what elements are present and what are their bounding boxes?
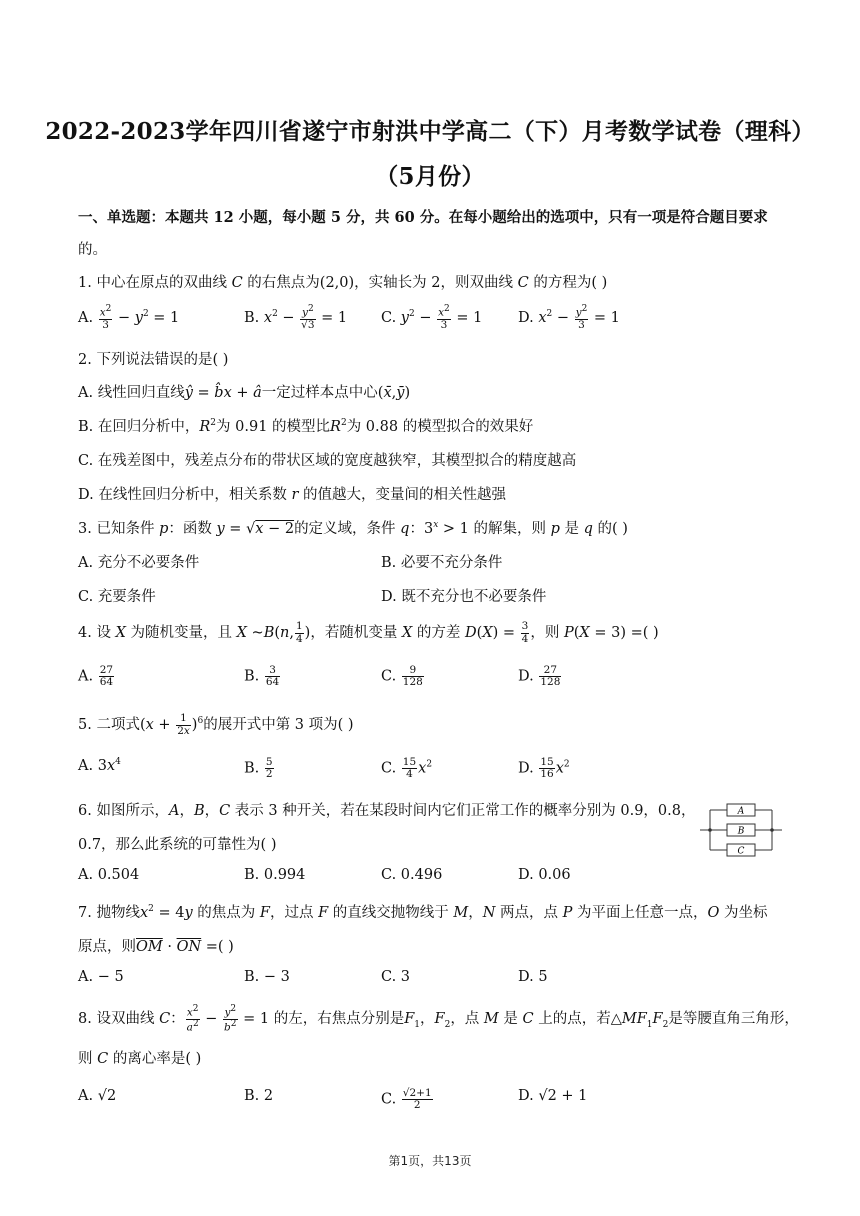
q5-option-c: C. $\frac{15}{4}$ $x^2$ bbox=[381, 756, 433, 781]
switch-b-label: B bbox=[737, 826, 745, 837]
q7-stem-line1: 7. 抛物线$x^2 = 4y$ 的焦点为 F，过点 F 的直线交抛物线于 M，N 两点，点 P 为平面上任意一点，O 为坐标 bbox=[78, 904, 768, 921]
q8-stem-line1: 8. 设双曲线 C： $\frac{x^2}{a^2}$ − $\frac{y^2}{b^2}$ = 1 的左，右焦点分别是$F_1$，$F_2$，点 M 是 C 上的点，若$\triangle MF_1F_2$是等腰直角三角形， bbox=[78, 1004, 799, 1034]
q6-option-b: B. 0.994 bbox=[244, 867, 306, 883]
q5-option-a: A. $3x^4$ bbox=[78, 757, 121, 774]
q3-option-a: A. 充分不必要条件 bbox=[78, 555, 200, 571]
q7-option-a: A. − 5 bbox=[78, 969, 124, 985]
section-heading: 一、单选题：本题共 12 小题，每小题 5 分，共 60 分。在每小题给出的选项中，只有一项是符合题目要求 bbox=[78, 209, 768, 226]
q7-stem-line2: 原点，则$\overline{OM} \cdot \overline{ON}$ =( ) bbox=[78, 939, 234, 955]
q4-option-b: B. $\frac{3}{64}$ bbox=[244, 664, 280, 689]
q7-option-c: C. 3 bbox=[381, 969, 411, 985]
q8-stem-line2: 则 C 的离心率是( ) bbox=[78, 1051, 202, 1067]
section-heading-cont: 的。 bbox=[78, 242, 107, 258]
q5-option-b: B. $\frac{5}{2}$ bbox=[244, 756, 273, 781]
doc-title-line2: （5月份） bbox=[375, 163, 485, 190]
q3-stem: 3. 已知条件 p：函数 y = √x − 2的定义域，条件 q：$3^x > 1$ 的解集，则 p 是 q 的( ) bbox=[78, 520, 628, 537]
q7-option-d: D. 5 bbox=[518, 969, 548, 985]
q6-option-d: D. 0.06 bbox=[518, 867, 571, 883]
q6-stem-line1: 6. 如图所示，A，B，C 表示 3 种开关，若在某段时间内它们正常工作的概率分别为 0.9，0.8， bbox=[78, 803, 696, 819]
switch-a-label: A bbox=[737, 806, 745, 817]
q7-option-b: B. − 3 bbox=[244, 969, 290, 985]
q3-option-d: D. 既不充分也不必要条件 bbox=[381, 589, 547, 605]
q4-option-c: C. $\frac{9}{128}$ bbox=[381, 664, 423, 689]
q2-option-a: A. 线性回归直线ŷ = b̂x + â一定过样本点中心(x̄,ȳ) bbox=[78, 385, 411, 401]
q1-option-b: B. $x^2$ − $\frac{y^2}{√3}$ = 1 bbox=[244, 304, 348, 331]
q1-stem: 1. 中心在原点的双曲线 C 的右焦点为(2,0)，实轴长为 2，则双曲线 C 的方程为( ) bbox=[78, 275, 608, 291]
q6-option-a: A. 0.504 bbox=[78, 867, 140, 883]
q2-stem: 2. 下列说法错误的是( ) bbox=[78, 352, 229, 368]
q3-option-c: C. 充要条件 bbox=[78, 589, 156, 605]
q1-option-a: A. $\frac{x^2}{3}$ − $y^2 = 1$ bbox=[78, 304, 180, 331]
q6-option-c: C. 0.496 bbox=[381, 867, 443, 883]
doc-title-line1: 2022-2023学年四川省遂宁市射洪中学高二（下）月考数学试卷（理科） bbox=[45, 118, 815, 145]
q2-option-b: B. 在回归分析中，$R^2$为 0.91 的模型比$R^2$为 0.88 的模型拟合的效果好 bbox=[78, 418, 534, 435]
switch-circuit-figure bbox=[700, 800, 782, 860]
q2-option-d: D. 在线性回归分析中，相关系数 r 的值越大，变量间的相关性越强 bbox=[78, 487, 506, 503]
q8-option-b: B. 2 bbox=[244, 1088, 274, 1104]
q8-option-c: C. $\frac{√2+1}{2}$ bbox=[381, 1087, 432, 1112]
q2-option-c: C. 在残差图中，残差点分布的带状区域的宽度越狭窄，其模型拟合的精度越高 bbox=[78, 453, 577, 469]
q8-option-a: A. √2 bbox=[78, 1088, 117, 1104]
q5-option-d: D. $\frac{15}{16}$ $x^2$ bbox=[518, 756, 570, 781]
q5-stem: 5. 二项式(x + $\frac{1}{2x}$ )$^6$的展开式中第 3 项为( ) bbox=[78, 712, 354, 737]
q3-option-b: B. 必要不充分条件 bbox=[381, 555, 503, 571]
q6-stem-line2: 0.7，那么此系统的可靠性为( ) bbox=[78, 837, 277, 853]
q1-option-c: C. $y^2$ − $\frac{x^2}{3}$ = 1 bbox=[381, 304, 483, 331]
q1-option-d: D. $x^2$ − $\frac{y^2}{3}$ = 1 bbox=[518, 304, 620, 331]
q4-option-a: A. $\frac{27}{64}$ bbox=[78, 664, 114, 689]
q4-option-d: D. $\frac{27}{128}$ bbox=[518, 664, 561, 689]
q4-stem: 4. 设 X 为随机变量，且 X ~B(n, $\frac{1}{4}$ )，若随机变量 X 的方差 D(X) = $\frac{3}{4}$ ，则 P(X = 3) =( ) bbox=[78, 620, 659, 645]
page-footer: 第1页，共13页 bbox=[388, 1154, 472, 1168]
q8-option-d: D. √2 + 1 bbox=[518, 1088, 588, 1104]
switch-c-label: C bbox=[737, 846, 745, 857]
